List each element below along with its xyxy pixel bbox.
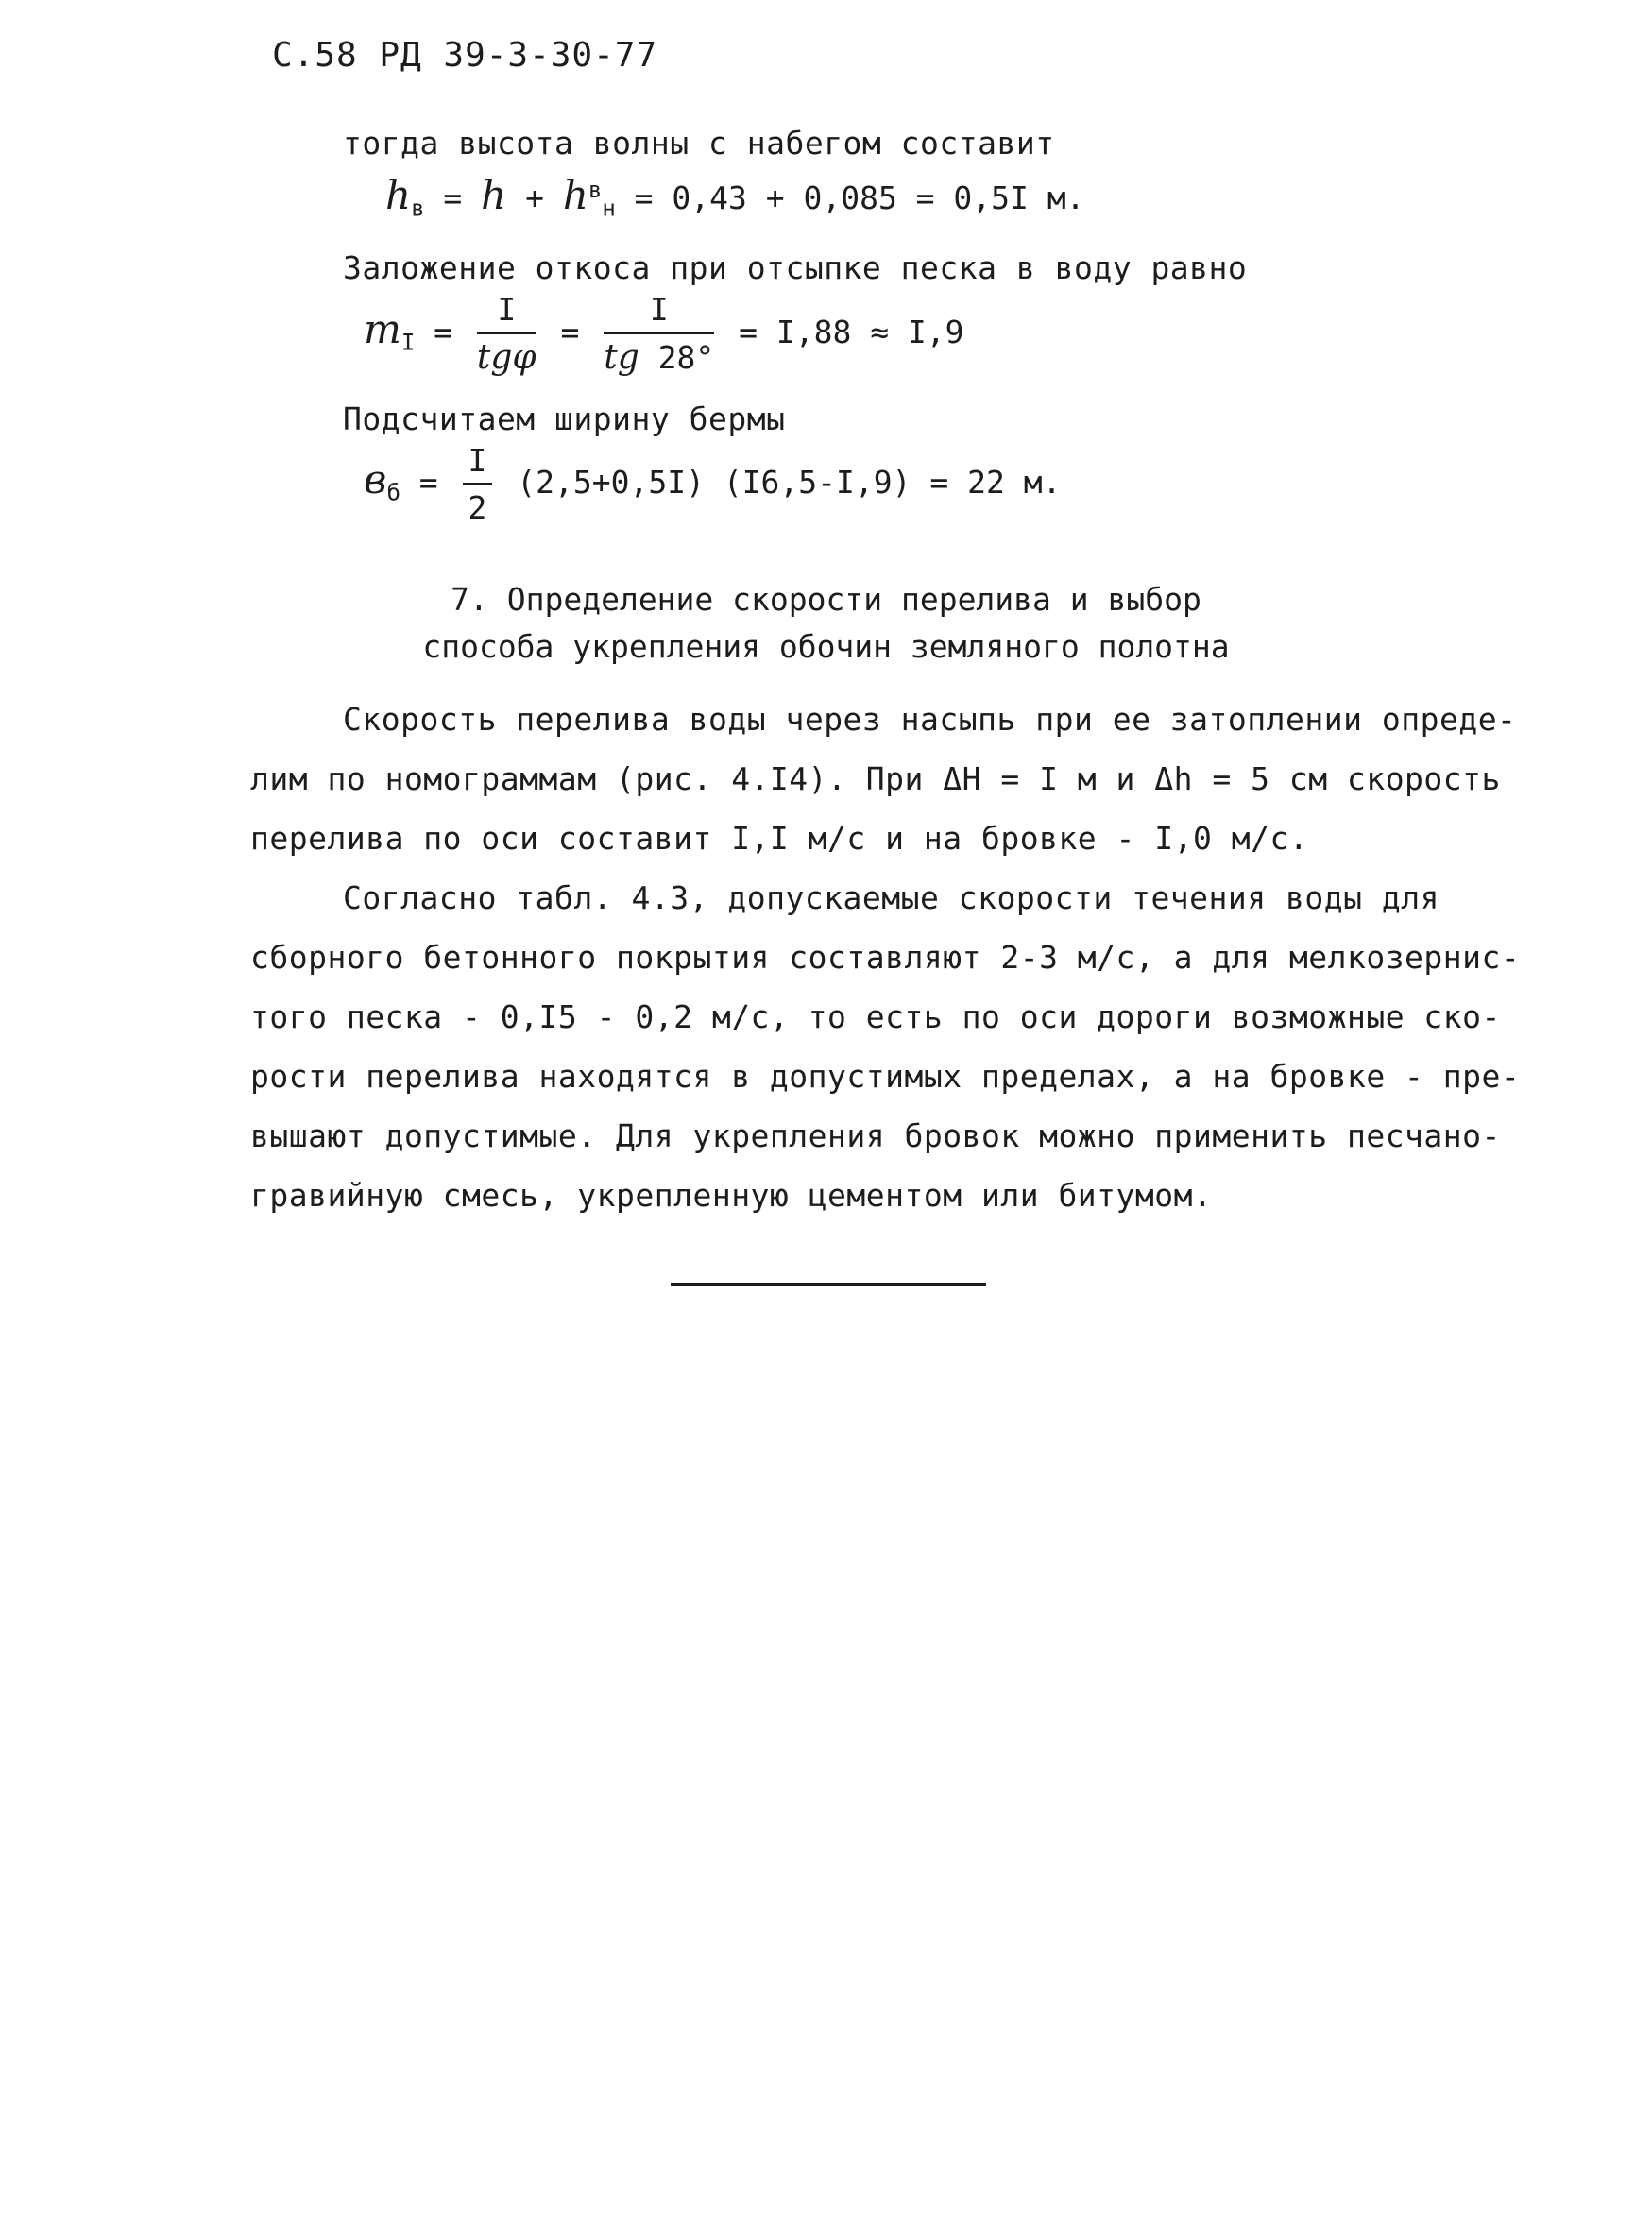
- formula1-tail: = 0,43 + 0,085 = 0,5I м.: [634, 179, 1085, 216]
- formula-berm: [364, 442, 1061, 526]
- formula2-fraction-1: [477, 291, 536, 377]
- formula2-equals: =: [434, 314, 453, 350]
- formula1-h: h: [481, 172, 507, 218]
- formula3-equals: =: [418, 464, 438, 501]
- intro-slope: Заложение откоса при отсыпке песка в воду равно: [343, 249, 1248, 286]
- end-divider: [671, 1283, 986, 1286]
- formula2-lhs-sub: I: [400, 329, 416, 356]
- formula2-equals-2: =: [560, 314, 580, 350]
- paragraph1-line1: Скорость перелива воды через насыпь при ее затоплении опреде-: [343, 701, 1517, 738]
- page-header: С.58 РД 39-3-30-77: [272, 36, 658, 75]
- formula1-lhs-symbol: h: [385, 172, 412, 218]
- formula2-frac2-den-val: 28°: [657, 339, 715, 376]
- paragraph1-line3: перелива по оси составит I,I м/с и на бровке - I,0 м/с.: [250, 820, 1309, 857]
- formula-slope: [364, 291, 964, 377]
- formula2-frac1-num: I: [477, 291, 536, 334]
- formula2-frac1-den: tgφ: [476, 338, 536, 377]
- paragraph2-line1: Согласно табл. 4.3, допускаемые скорости течения воды для: [343, 879, 1439, 916]
- formula1-plus: +: [525, 179, 544, 216]
- section-heading-line1: 7. Определение скорости перелива и выбор: [451, 581, 1201, 618]
- formula1-equals: =: [443, 179, 463, 216]
- paragraph2-line5: вышают допустимые. Для укрепления бровок можно применить песчано-: [250, 1117, 1501, 1154]
- paragraph2-line6: гравийную смесь, укрепленную цементом или битумом.: [250, 1177, 1213, 1214]
- paragraph2-line4: рости перелива находятся в допустимых пределах, а на бровке - пре-: [250, 1058, 1521, 1095]
- formula2-fraction-2: [604, 291, 714, 377]
- paragraph2-line3: того песка - 0,I5 - 0,2 м/с, то есть по оси дороги возможные ско-: [250, 998, 1501, 1035]
- formula2-tail: = I,88 ≈ I,9: [739, 314, 964, 350]
- formula1-h-run-sup: в: [588, 177, 603, 203]
- formula2-lhs-symbol: m: [364, 306, 401, 352]
- paragraph2-line2: сборного бетонного покрытия составляют 2-3 м/с, а для мелкозернис-: [250, 939, 1521, 976]
- intro-berm: Подсчитаем ширину бермы: [343, 400, 786, 437]
- formula1-lhs-sub: в: [411, 195, 425, 222]
- formula3-tail: (2,5+0,5I) (I6,5-I,9) = 22 м.: [517, 464, 1062, 501]
- formula-wave-height: [385, 172, 1085, 222]
- formula1-h-run-sub: н: [602, 195, 616, 222]
- formula3-lhs-sub: б: [386, 479, 400, 506]
- formula3-frac-num: I: [463, 442, 493, 485]
- formula3-lhs-symbol: в: [364, 456, 387, 502]
- paragraph1-line2: лим по номограммам (рис. 4.I4). При ΔH = I м и Δh = 5 см скорость: [250, 760, 1501, 797]
- formula3-fraction: [463, 442, 493, 526]
- formula1-h-run: h: [562, 172, 588, 218]
- section-heading-line2: способа укрепления обочин земляного полотна: [422, 628, 1230, 665]
- intro-wave-height: тогда высота волны с набегом составит: [343, 125, 1055, 162]
- formula2-frac2-den-fn: tg: [604, 338, 639, 377]
- formula3-frac-den: 2: [468, 489, 487, 526]
- formula2-frac2-num: I: [604, 291, 714, 334]
